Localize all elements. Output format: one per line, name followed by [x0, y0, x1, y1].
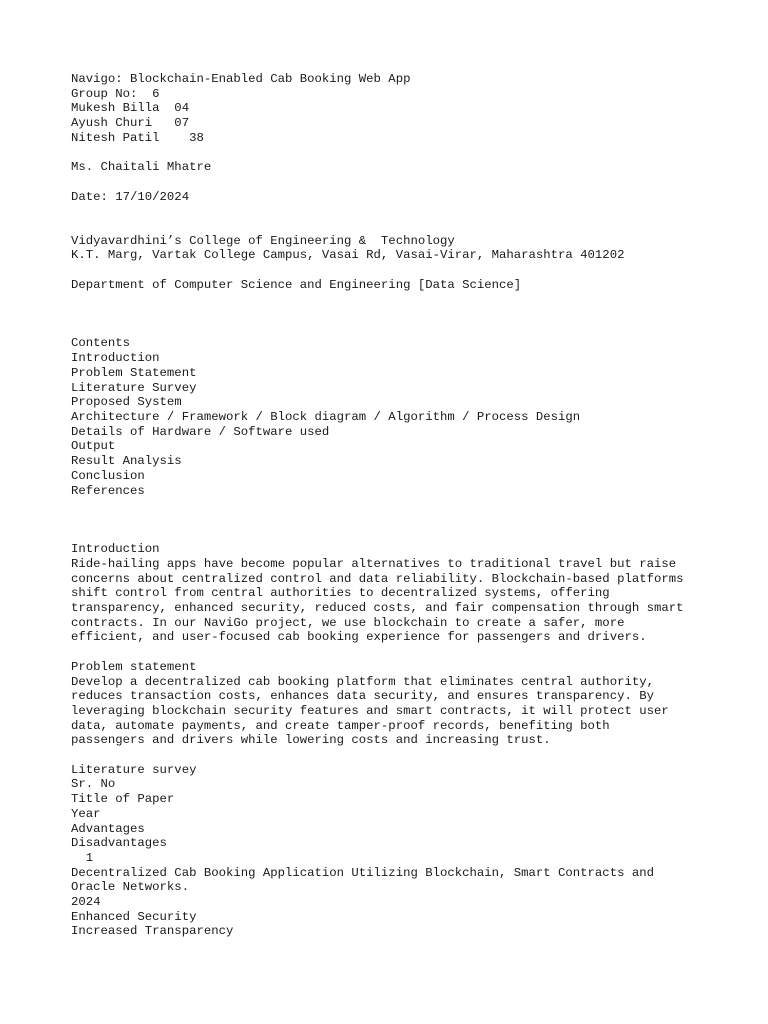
contents-item: Introduction	[71, 351, 160, 366]
advantage-item: Increased Transparency	[71, 924, 234, 939]
introduction-text-line: transparency, enhanced security, reduced costs, and fair compensation through smart	[71, 601, 684, 616]
literature-heading: Literature survey	[71, 762, 197, 777]
row-serial: 1	[71, 850, 94, 865]
contents-item: Architecture / Framework / Block diagram / Algorithm / Process Design	[71, 410, 581, 424]
contents-item: References	[71, 483, 145, 498]
column-header: Advantages	[71, 821, 145, 836]
introduction-text-line: Ride-hailing apps have become popular alternatives to traditional travel but raise	[71, 556, 677, 571]
contents-item: Result Analysis	[71, 454, 182, 469]
member-line: Mukesh Billa 04	[71, 101, 190, 116]
group-number: Group No: 6	[71, 86, 160, 101]
column-header: Title of Paper	[71, 792, 175, 807]
introduction-text-line: efficient, and user-focused cab booking experience for passengers and drivers.	[71, 630, 647, 645]
advantage-item: Enhanced Security	[71, 909, 197, 924]
problem-text-line: reduces transaction costs, enhances data security, and ensures transparency. By	[71, 689, 654, 704]
member-line: Ayush Churi 07	[71, 116, 190, 131]
contents-heading: Contents	[71, 336, 131, 351]
problem-text-line: Develop a decentralized cab booking platform that eliminates central authority,	[71, 674, 654, 689]
introduction-heading: Introduction	[71, 542, 160, 557]
college-name: Vidyavardhini’s College of Engineering & Technology	[71, 233, 455, 248]
column-header: Disadvantages	[71, 836, 167, 851]
paper-year: 2024	[71, 895, 101, 910]
problem-text-line: leveraging blockchain security features and smart contracts, it will protect user	[71, 703, 669, 718]
college-address: K.T. Marg, Vartak College Campus, Vasai Rd, Vasai-Virar, Maharashtra 401202	[71, 248, 625, 263]
paper-title-line: Decentralized Cab Booking Application Utilizing Blockchain, Smart Contracts and	[71, 865, 654, 880]
contents-item: Details of Hardware / Software used	[71, 424, 330, 439]
column-header: Year	[71, 806, 101, 821]
introduction-text-line: concerns about centralized control and data reliability. Blockchain-based platforms	[71, 571, 684, 586]
department-name: Department of Computer Science and Engineering [Data Science]	[71, 277, 522, 292]
document-page	[71, 72, 728, 939]
introduction-text-line: contracts. In our NaviGo project, we use blockchain to create a safer, more	[71, 615, 625, 630]
guide-name: Ms. Chaitali Mhatre	[71, 160, 212, 175]
column-header: Sr. No	[71, 777, 116, 792]
problem-heading: Problem statement	[71, 659, 197, 674]
contents-item: Problem Statement	[71, 365, 197, 380]
submission-date: Date: 17/10/2024	[71, 189, 190, 204]
problem-text-line: passengers and drivers while lowering costs and increasing trust.	[71, 733, 551, 748]
paper-title-line: Oracle Networks.	[71, 880, 190, 895]
contents-item: Conclusion	[71, 468, 145, 483]
contents-item: Proposed System	[71, 395, 182, 410]
contents-item: Literature Survey	[71, 380, 197, 395]
member-line: Nitesh Patil 38	[71, 130, 204, 145]
contents-item: Output	[71, 439, 116, 454]
problem-text-line: data, automate payments, and create tamper-proof records, benefiting both	[71, 718, 610, 733]
introduction-text-line: shift control from central authorities to decentralized systems, offering	[71, 586, 610, 601]
project-title: Navigo: Blockchain-Enabled Cab Booking Web App	[71, 72, 411, 86]
